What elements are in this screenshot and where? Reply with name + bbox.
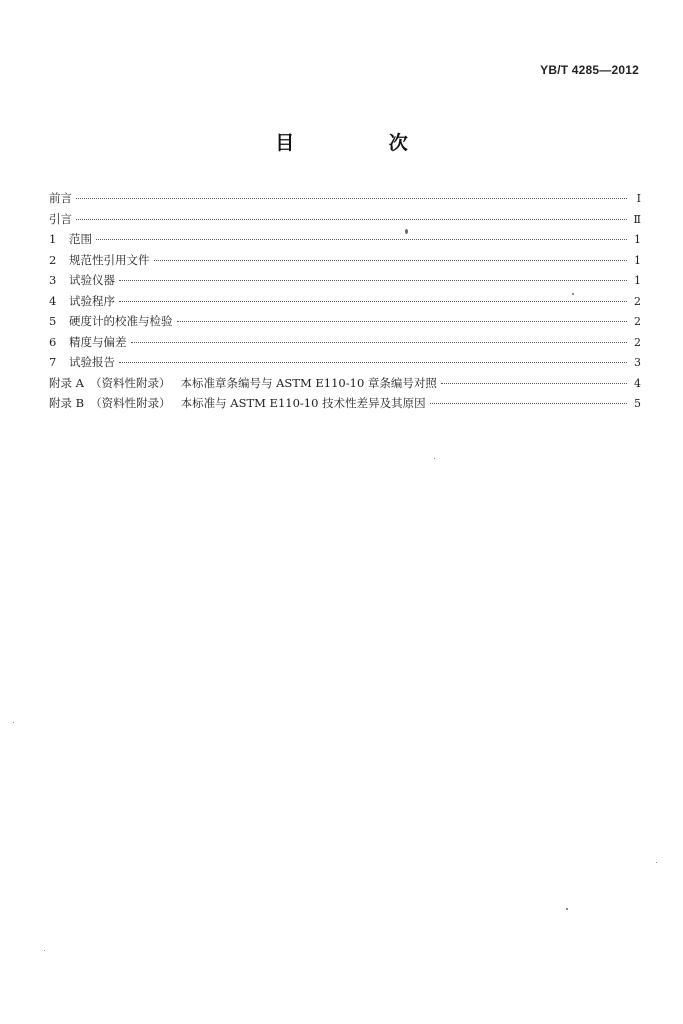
toc-entry-text: 试验仪器 — [69, 273, 115, 287]
toc-entry-4[interactable] — [49, 293, 641, 314]
scan-speck — [434, 458, 435, 459]
toc-entry-text: 范围 — [69, 232, 92, 246]
toc-entry-text: 前言 — [49, 191, 72, 205]
toc-entry-text: 本标准章条编号与 ASTM E110-10 章条编号对照 — [180, 375, 437, 390]
toc-title: 目 次 — [275, 132, 452, 154]
toc-leader-dots — [430, 403, 627, 404]
toc-leader-dots — [119, 362, 627, 363]
toc-entry-page: 2 — [634, 335, 641, 349]
toc-entry-number: 3 — [49, 273, 57, 287]
toc-entry-number: 5 — [49, 314, 57, 328]
scan-speck — [13, 722, 14, 723]
toc-entry-introduction[interactable] — [49, 211, 641, 232]
toc-leader-dots — [154, 260, 628, 261]
toc-entry-appendix-b[interactable] — [49, 395, 641, 416]
toc-entry-2[interactable] — [49, 252, 641, 273]
toc-entry-number: 2 — [49, 252, 57, 267]
toc-leader-dots — [96, 239, 627, 240]
toc-entry-text: 试验程序 — [69, 293, 115, 308]
toc-entry-number: 4 — [49, 293, 57, 308]
toc-entry-number: 1 — [49, 232, 57, 246]
scan-speck — [572, 293, 574, 295]
toc-leader-dots — [131, 342, 628, 343]
scan-speck — [44, 950, 45, 951]
toc-entry-5[interactable] — [49, 313, 641, 334]
appendix-label: 附录 B — [49, 396, 85, 410]
toc-entry-text: 本标准与 ASTM E110-10 技术性差异及其原因 — [180, 396, 426, 410]
toc-entry-page: Ⅰ — [636, 192, 641, 205]
toc-leader-dots — [119, 301, 627, 302]
toc-entry-text: 试验报告 — [69, 355, 115, 369]
toc-entry-page: 4 — [634, 376, 641, 390]
toc-entry-3[interactable] — [49, 272, 641, 293]
scan-speck — [566, 908, 568, 910]
toc-leader-dots — [119, 280, 627, 281]
toc-entry-appendix-a[interactable] — [49, 375, 641, 396]
toc-entry-7[interactable] — [49, 354, 641, 375]
toc-entry-number: 6 — [49, 334, 57, 349]
toc-entry-text: 引言 — [49, 211, 72, 226]
appendix-type: （资料性附录） — [90, 396, 171, 410]
standard-code: YB/T 4285—2012 — [540, 63, 639, 77]
toc-leader-dots — [76, 198, 627, 199]
toc-entry-page: Ⅱ — [633, 212, 641, 226]
toc-entry-text: 精度与偏差 — [69, 334, 127, 349]
toc-leader-dots — [177, 321, 628, 322]
toc-entry-foreword[interactable] — [49, 190, 641, 211]
toc-entry-page: 2 — [634, 294, 641, 308]
scan-speck — [656, 862, 657, 863]
toc-list — [49, 190, 641, 416]
toc-entry-text: 规范性引用文件 — [69, 252, 150, 267]
toc-entry-page: 5 — [634, 397, 641, 410]
toc-entry-number: 7 — [49, 355, 57, 369]
toc-entry-page: 1 — [634, 253, 641, 267]
toc-entry-text: 硬度计的校准与检验 — [69, 314, 173, 328]
toc-entry-page: 2 — [634, 315, 641, 328]
appendix-label: 附录 A — [49, 375, 84, 390]
toc-entry-page: 1 — [634, 233, 641, 246]
toc-entry-page: 3 — [634, 356, 641, 369]
toc-entry-6[interactable] — [49, 334, 641, 355]
toc-leader-dots — [441, 383, 627, 384]
toc-leader-dots — [76, 219, 627, 220]
toc-entry-1[interactable] — [49, 231, 641, 252]
scan-speck — [405, 229, 408, 234]
appendix-type: （资料性附录） — [89, 375, 171, 390]
toc-entry-page: 1 — [634, 274, 641, 287]
